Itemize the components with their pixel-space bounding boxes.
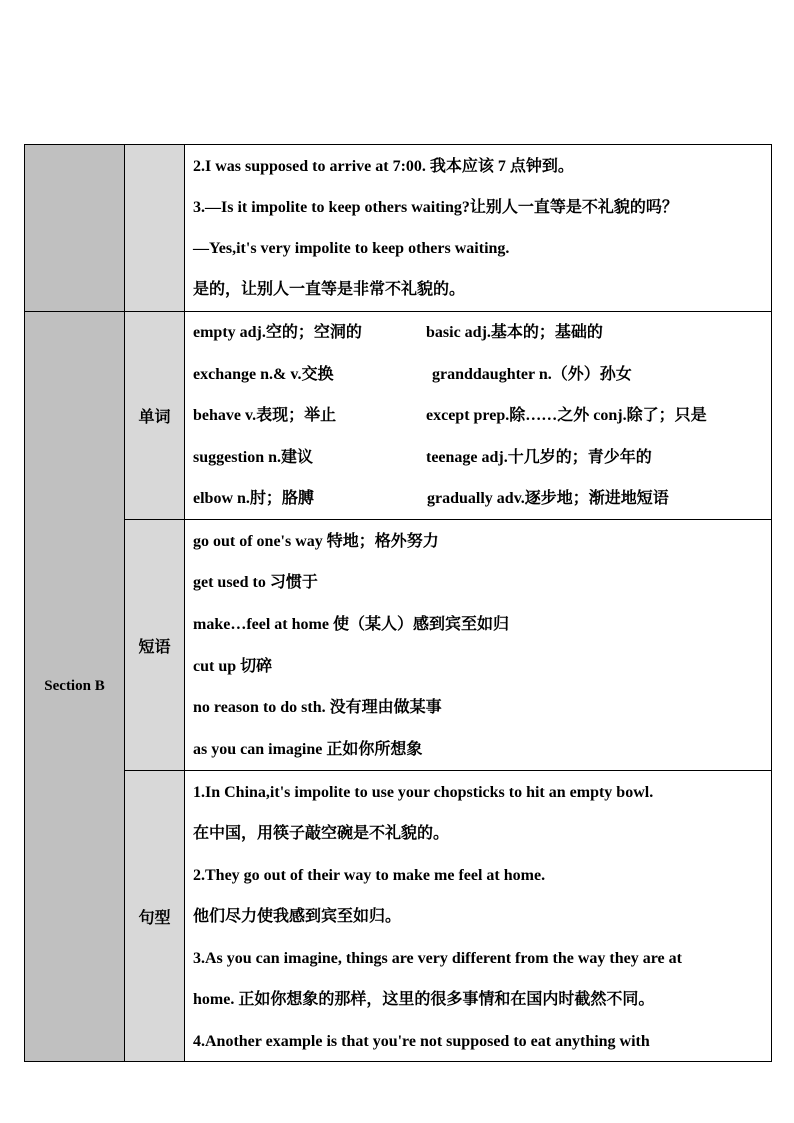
sentences-label: 句型	[138, 909, 171, 927]
phrases-content	[184, 519, 772, 771]
top-block-content	[184, 144, 772, 312]
phrases-label: 短语	[138, 638, 171, 656]
vocab-row-1-b: basic adj.基本的；基础的	[426, 324, 603, 341]
sentence-line-5: 3.As you can imagine, things are very different from the way they are at	[193, 950, 682, 967]
vocab-row-5-a: elbow n.肘；胳膊	[193, 490, 314, 507]
top-line-1: 2.I was supposed to arrive at 7:00. 我本应该 7 点钟到。	[193, 158, 574, 175]
sentence-line-6: home. 正如你想象的那样，这里的很多事情和在国内时截然不同。	[193, 991, 655, 1008]
sentence-line-3: 2.They go out of their way to make me feel at home.	[193, 867, 546, 884]
phrase-line-4: cut up 切碎	[193, 658, 273, 675]
top-line-2: 3.—Is it impolite to keep others waiting?让别人一直等是不礼貌的吗？	[193, 199, 678, 216]
vocab-row-1-a: empty adj.空的；空洞的	[193, 324, 362, 341]
sentence-line-2: 在中国，用筷子敲空碗是不礼貌的。	[193, 825, 450, 842]
vocab-content	[184, 311, 772, 520]
vocab-row-4-b: teenage adj.十几岁的；青少年的	[426, 449, 652, 466]
sentences-category-cell	[124, 770, 185, 1062]
phrase-line-1: go out of one's way 特地；格外努力	[193, 533, 439, 550]
section-label-cell	[24, 311, 125, 1062]
vocab-row-5-b: gradually adv.逐步地；渐进地短语	[427, 490, 669, 507]
vocab-row-3-b: except prep.除……之外 conj.除了；只是	[426, 407, 707, 424]
vocab-row-2-a: exchange n.& v.交换	[193, 366, 334, 383]
top-line-3: —Yes,it's very impolite to keep others waiting.	[193, 240, 510, 257]
phrase-line-3: make…feel at home 使（某人）感到宾至如归	[193, 616, 509, 633]
section-cell-top	[24, 144, 125, 312]
vocab-row-3-a: behave v.表现；举止	[193, 407, 337, 424]
category-cell-top	[124, 144, 185, 312]
phrase-line-6: as you can imagine 正如你所想象	[193, 741, 423, 758]
vocab-row-2-b: granddaughter n.（外）孙女	[432, 366, 632, 383]
top-line-4: 是的，让别人一直等是非常不礼貌的。	[193, 281, 466, 298]
sentence-line-7: 4.Another example is that you're not supposed to eat anything with	[193, 1033, 650, 1050]
sentence-line-1: 1.In China,it's impolite to use your chopsticks to hit an empty bowl.	[193, 784, 654, 801]
vocab-label: 单词	[138, 409, 171, 426]
vocab-row-4-a: suggestion n.建议	[193, 449, 314, 466]
summary-table	[24, 144, 772, 1062]
phrase-line-5: no reason to do sth. 没有理由做某事	[193, 699, 442, 716]
phrases-category-cell	[124, 519, 185, 771]
section-label: Section B	[44, 678, 105, 694]
sentences-content	[184, 770, 772, 1062]
sentence-line-4: 他们尽力使我感到宾至如归。	[193, 908, 402, 925]
vocab-category-cell	[124, 311, 185, 520]
phrase-line-2: get used to 习惯于	[193, 574, 318, 591]
